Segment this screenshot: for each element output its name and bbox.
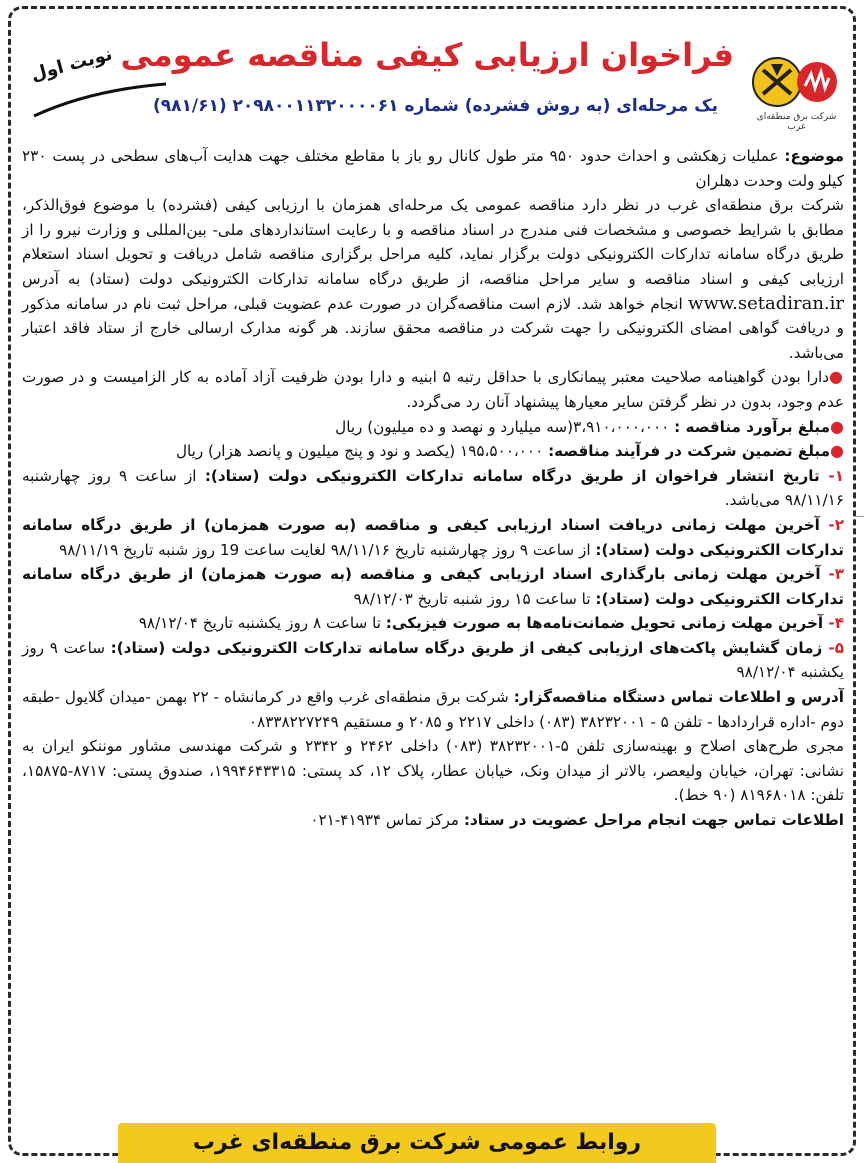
item-label: آخرین مهلت زمانی تحویل ضمانت‌نامه‌ها به صورت فیزیکی: (385, 614, 829, 633)
header (22, 14, 844, 134)
subject-paragraph (22, 144, 844, 193)
guarantee-paragraph (22, 439, 844, 464)
schedule-item (22, 464, 844, 513)
notice-content (22, 14, 844, 1163)
schedule-item (22, 513, 844, 562)
item-number: ۵- (828, 638, 844, 657)
round-label: نوبت اول (28, 43, 115, 86)
bullet-icon: ● (829, 367, 844, 387)
estimate-paragraph (22, 415, 844, 440)
requirement-text: دارا بودن گواهینامه صلاحیت معتبر پیمانکاری با حداقل رتبه ۵ ابنیه و دارا بودن ظرفیت آزاد آماده به کار الزامیست و در صورت عدم وجود، بدون در نظر گرفتن سایر معیارها پیشنهاد آنان رد می‌گردد. (22, 368, 844, 411)
page-title: فراخوان ارزیابی کیفی مناقصه عمومی (120, 36, 734, 74)
schedule-item (22, 636, 844, 685)
consultant-paragraph (22, 734, 844, 808)
footer-banner: روابط عمومی شرکت برق منطقه‌ای غرب (118, 1123, 716, 1163)
bullet-icon: ● (830, 416, 844, 436)
address-paragraph (22, 685, 844, 734)
item-label: آخرین مهلت زمانی بارگذاری اسناد ارزیابی کیفی و مناقصه (به صورت همزمان) از طریق درگاه سامانه تدارکات الکترونیکی دولت (ستاد): (22, 565, 844, 608)
estimate-text: ۳،۹۱۰،۰۰۰،۰۰۰(سه میلیارد و نهصد و ده میلیون) ریال (335, 417, 675, 436)
item-number: ۴- (828, 614, 844, 633)
intro-text: شرکت برق منطقه‌ای غرب در نظر دارد مناقصه عمومی یک مرحله‌ای همزمان با ارزیابی کیفی (فشرده) با موضوع فوق‌الذکر، مطابق با شرایط خصوصی و مشخصات فنی مندرج در اسناد مناقصه و با رعایت استانداردهای ملی- بین‌المللی و وزارت نیرو را از طریق درگاه سامانه تدارکات الکترونیکی دولت برگزار نماید، کلیه مراحل برگزاری مناقصه شامل دریافت و تحویل اسناد استعلام ارزیابی کیفی و اسناد مناقصه و سایر مراحل مناقصه، از طریق درگاه سامانه تدارکات الکترونیکی دولت (ستاد) به آدرس (22, 196, 844, 288)
setad-label: اطلاعات تماس جهت انجام مراحل عضویت در ستاد: (463, 811, 844, 830)
schedule-item (22, 562, 844, 611)
item-text: از ساعت ۹ روز چهارشنبه تاریخ ۹۸/۱۱/۱۶ لغایت ساعت 19 روز شنبه تاریخ ۹۸/۱۱/۱۹ (59, 540, 596, 559)
item-text: تا ساعت ۱۵ روز شنبه تاریخ ۹۸/۱۲/۰۳ (353, 589, 596, 608)
item-text: از ساعت ۹ روز چهارشنبه ۹۸/۱۱/۱۶ می‌باشد. (22, 466, 844, 510)
page-subtitle: یک مرحله‌ای (به روش فشرده) شماره ۲۰۹۸۰۰۱۱۳۲۰۰۰۰۶۱ (۹۸۱/۶۱) (152, 96, 719, 116)
item-label: تاریخ انتشار فراخوان از طریق درگاه سامانه تدارکات الکترونیکی دولت (ستاد): (204, 466, 829, 485)
guarantee-label: مبلغ تضمین شرکت در فرآیند مناقصه: (548, 442, 831, 461)
subject-label: موضوع: (784, 147, 844, 165)
item-label: آخرین مهلت زمانی دریافت اسناد ارزیابی کیفی و مناقصه (به صورت همزمان) از طریق درگاه سامانه تدارکات الکترونیکی دولت (ستاد): (22, 515, 844, 559)
intro-paragraph (22, 193, 844, 365)
schedule-item (22, 611, 844, 636)
bullet-icon: ● (830, 441, 844, 461)
subject-text: عملیات زهکشی و احداث حدود ۹۵۰ متر طول کانال رو باز با مقاطع مختلف جهت هدایت آب‌های سطحی در پست ۲۳۰ کیلو ولت وحدت دهلران (22, 147, 844, 190)
item-label: زمان گشایش پاکت‌های ارزیابی کیفی از طریق درگاه سامانه تدارکات الکترونیکی دولت (ستاد): (110, 638, 829, 657)
guarantee-text: ۱۹۵،۵۰۰،۰۰۰ (یکصد و نود و پنج میلیون و پانصد هزار) ریال (175, 442, 549, 461)
setad-text: مرکز تماس ۴۱۹۳۴-۰۲۱ (310, 811, 464, 830)
address-label: آدرس و اطلاعات تماس دستگاه مناقصه‌گزار: (513, 688, 844, 707)
intro-text-2: انجام خواهد شد. لازم است مناقصه‌گران در صورت عدم عضویت قبلی، مراحل ثبت نام در سامانه مذکور و دریافت گواهی امضای الکترونیکی را جهت شرکت در مناقصه محقق سازند. هر گونه مدارک ارسالی خارج از ستاد فاقد اعتبار می‌باشد. (22, 294, 844, 362)
estimate-label: مبلغ برآورد مناقصه : (674, 417, 831, 436)
round-underline-icon (30, 72, 170, 122)
logo-caption: شرکت برق منطقه‌ای غرب (756, 112, 837, 132)
consultant-text: مجری طرح‌های اصلاح و بهینه‌سازی تلفن ۵-۳۸۲۳۲۰۰۱ (۰۸۳) داخلی ۲۴۶۲ و ۲۳۴۲ و شرکت مهندسی مشاور موننکو ایران به نشانی: تهران، خیابان ولیعصر، بالاتر از میدان ونک، خیابان عطار، پلاک ۱۲، کد پستی: ۱۹۹۴۶۴۳۳۱۵، صندوق پستی: ۸۷۱۷-۱۵۸۷۵، تلفن: ۸۱۹۶۸۰۱۸ (۹۰ خط). (22, 737, 844, 805)
item-text: ساعت ۹ روز یکشنبه ۹۸/۱۲/۰۴ (22, 638, 844, 682)
website-link[interactable]: www.setadiran.ir (688, 292, 844, 314)
notice-body (22, 144, 844, 833)
setad-contact-paragraph (22, 808, 844, 833)
item-text: تا ساعت ۸ روز یکشنبه تاریخ ۹۸/۱۲/۰۴ (138, 614, 386, 633)
item-number: ۲- (828, 515, 844, 534)
margin-tick (856, 516, 864, 517)
address-text: شرکت برق منطقه‌ای غرب واقع در کرمانشاه - ۲۲ بهمن -میدان گلایول -طبقه دوم -اداره قراردادها - تلفن ۵ - ۳۸۲۳۲۰۰۱ (۰۸۳) داخلی ۲۲۱۷ و ۲۰۸۵ و مستقیم ۰۸۳۳۸۲۲۷۲۴۹ (22, 688, 844, 731)
requirement-paragraph (22, 365, 844, 414)
item-number: ۱- (828, 466, 845, 485)
item-number: ۳- (828, 565, 844, 584)
round-stamp (28, 43, 170, 124)
